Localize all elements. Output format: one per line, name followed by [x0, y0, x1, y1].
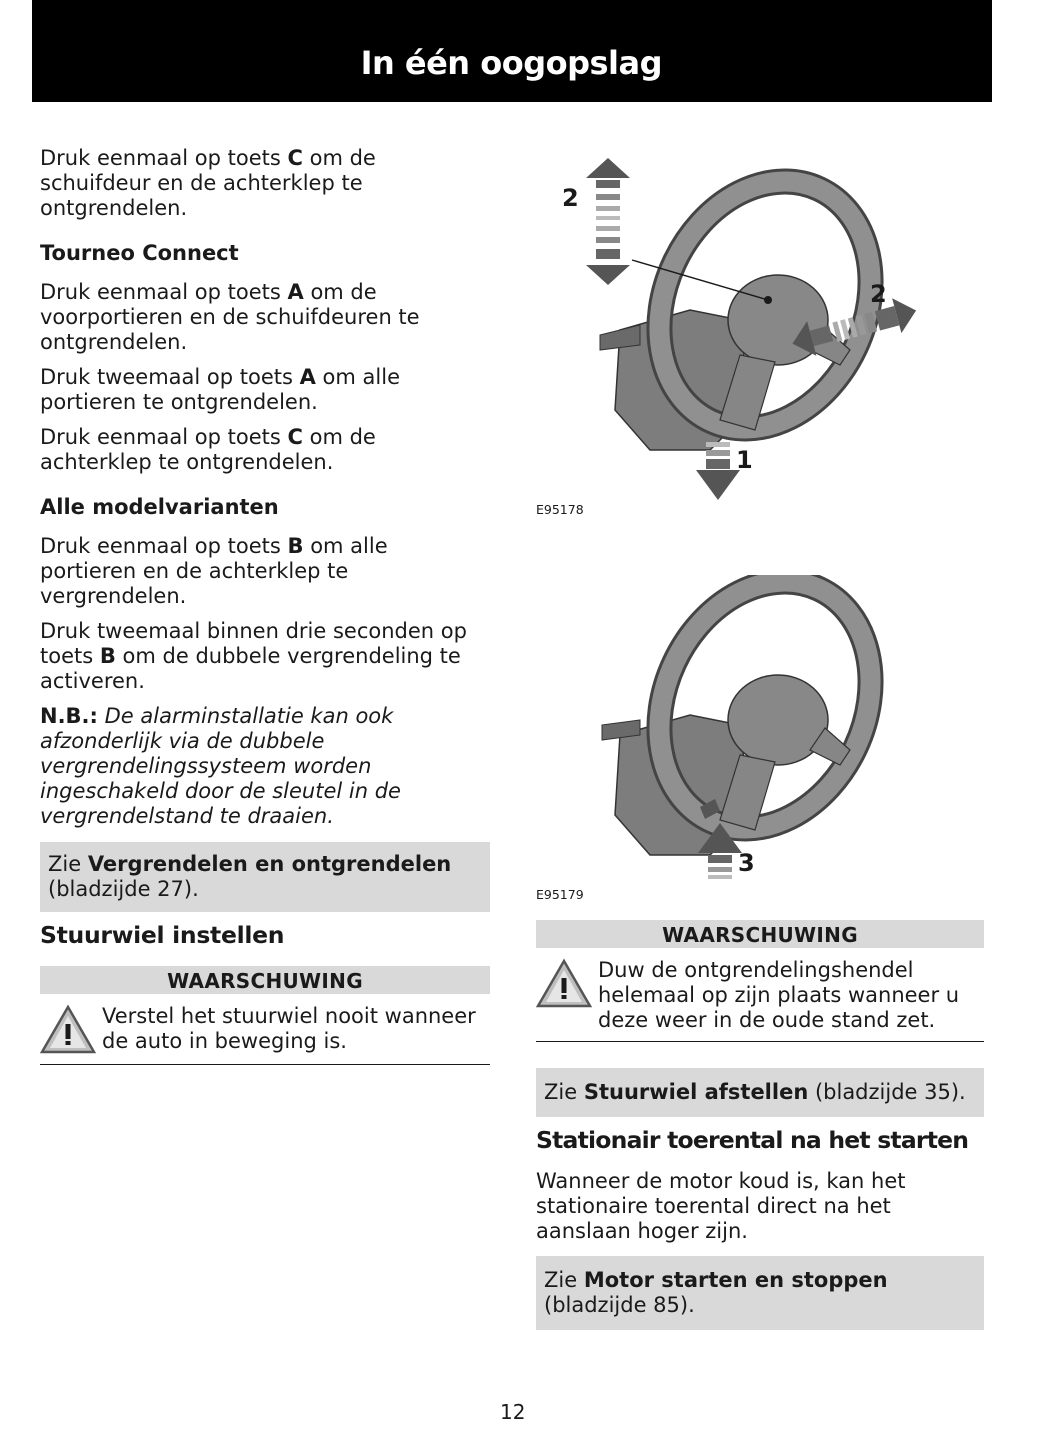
reference-box-engine: Zie Motor starten en stoppen (bladzijde 85). — [536, 1256, 984, 1330]
heading-all-models: Alle modelvarianten — [40, 495, 279, 519]
reference-link-engine[interactable]: Motor starten en stoppen — [583, 1268, 888, 1292]
heading-steering-wheel-adjust: Stuurwiel instellen — [40, 921, 285, 949]
warning-triangle-icon — [536, 958, 592, 1008]
reference-box-steering: Zie Stuurwiel afstellen (bladzijde 35). — [536, 1068, 984, 1117]
steering-wheel-lock-figure — [590, 575, 890, 885]
warning-header-2: WAARSCHUWING — [536, 920, 984, 948]
reference-link-locking[interactable]: Vergrendelen en ontgrendelen — [87, 852, 452, 876]
warning-release-lever: Duw de ontgrendelingshendel helemaal op zijn plaats wanneer u deze weer in de oude stand zet. — [536, 958, 984, 1041]
figure1-label-2-diagonal: 2 — [870, 280, 887, 308]
paragraph-idle-speed: Wanneer de motor koud is, kan het stationaire toerental direct na het aanslaan hoger zijn. — [536, 1169, 906, 1243]
page-header — [32, 0, 992, 102]
steering-wheel-adjust-figure — [540, 150, 940, 510]
warning-triangle-icon — [40, 1004, 96, 1054]
figure1-label-1: 1 — [736, 446, 753, 474]
left-column — [40, 146, 490, 1065]
warning-header: WAARSCHUWING — [40, 966, 490, 994]
note-alarm: N.B.: De alarminstallatie kan ook afzonderlijk via de dubbele vergrendelingssysteem worden ingeschakeld door de sleutel in de vergrendelstand te draaien. — [40, 704, 401, 828]
paragraph-unlock-tailgate: Druk eenmaal op toets C om de achterklep te ontgrendelen. — [40, 425, 376, 474]
paragraph-unlock-all-doors: Druk tweemaal op toets A om alle portieren te ontgrendelen. — [40, 365, 400, 414]
warning-divider — [40, 1064, 490, 1065]
figure1-code: E95178 — [536, 502, 584, 517]
right-column — [536, 920, 984, 1330]
paragraph-lock-all: Druk eenmaal op toets B om alle portieren en de achterklep te vergrendelen. — [40, 534, 388, 608]
figure2-code: E95179 — [536, 887, 584, 902]
page-number: 12 — [500, 1400, 526, 1424]
heading-tourneo-connect: Tourneo Connect — [40, 241, 239, 265]
paragraph-unlock-front-doors: Druk eenmaal op toets A om de voorportieren en de schuifdeuren te ontgrendelen. — [40, 280, 420, 354]
figure2-label-3: 3 — [738, 849, 755, 877]
heading-idle-speed: Stationair toerental na het starten — [536, 1126, 969, 1154]
paragraph-unlock-slide-door: Druk eenmaal op toets C om de schuifdeur en de achterklep te ontgrendelen. — [40, 146, 376, 220]
figure1-label-2-vertical: 2 — [562, 184, 579, 212]
page-title: In één oogopslag — [360, 44, 662, 82]
reference-link-steering[interactable]: Stuurwiel afstellen — [583, 1080, 809, 1104]
warning-steering: Verstel het stuurwiel nooit wanneer de auto in beweging is. — [40, 1004, 490, 1064]
warning-divider-2 — [536, 1041, 984, 1042]
reference-box-locking: Zie Vergrendelen en ontgrendelen (bladzijde 27). — [40, 842, 490, 912]
paragraph-double-lock: Druk tweemaal binnen drie seconden op toets B om de dubbele vergrendeling te activeren. — [40, 619, 467, 693]
